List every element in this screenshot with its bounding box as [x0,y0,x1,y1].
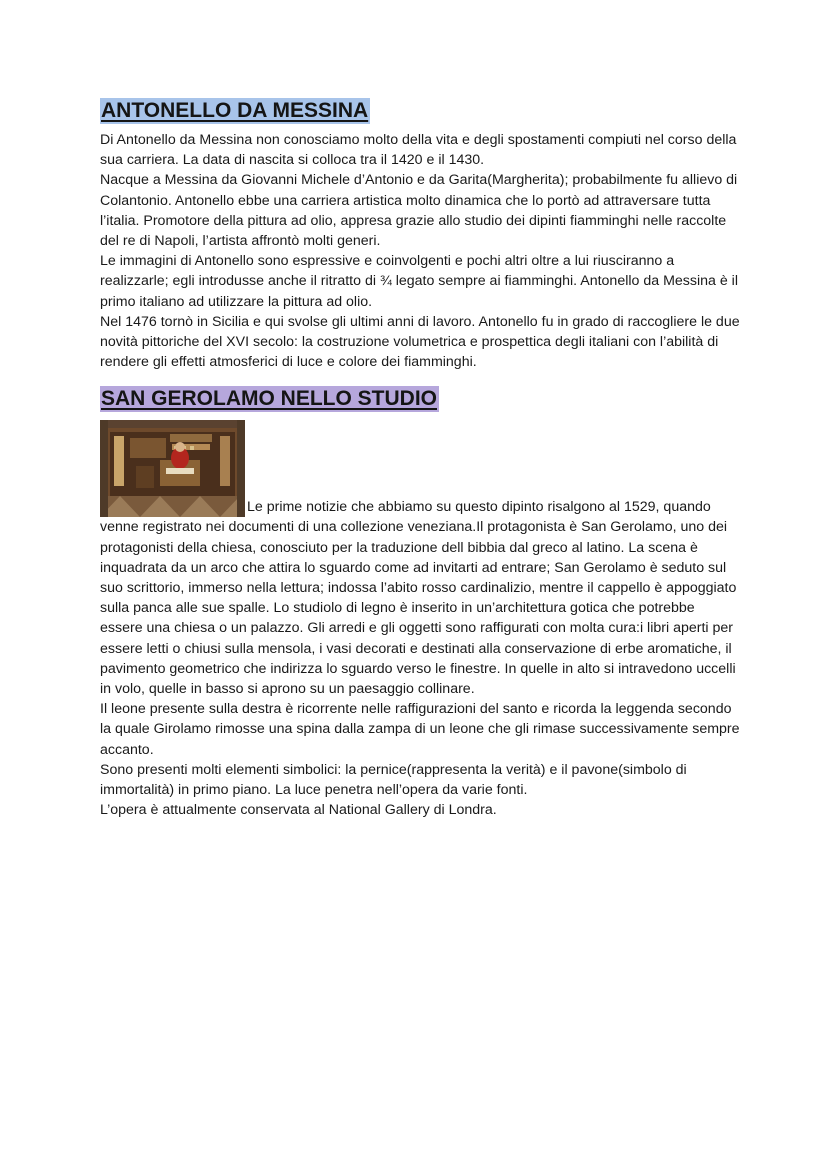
section-antonello [100,98,740,372]
section-san-gerolamo-body [100,420,740,820]
paragraph: Il leone presente sulla destra è ricorrente nelle raffigurazioni del santo e ricorda la leggenda secondo la quale Girolamo rimosse una spina dalla zampa di un leone che gli rimase successivamente sempre accanto. [100,701,740,758]
paragraph-with-image [100,420,740,699]
heading-san-gerolamo-nello-studio: SAN GEROLAMO NELLO STUDIO [101,387,437,411]
paragraph: Sono presenti molti elementi simbolici: la pernice(rappresenta la verità) e il pavone(simbolo di immortalità) in primo piano. La luce penetra nell’opera da varie fonti. [100,761,687,799]
section-san-gerolamo [100,386,740,820]
paragraph: L’opera è attualmente conservata al National Gallery di Londra. [100,802,497,819]
paragraph: Nacque a Messina da Giovanni Michele d’Antonio e da Garita(Margherita); probabilmente fu allievo di Colantonio. Antonello ebbe una carriera artistica molto dinamica che lo portò ad attraversare tutta l’italia. Promotore della pittura ad olio, appresa grazie allo studio dei dipinti fiamminghi nelle raccolte del re di Napoli, l’artista affrontò molti generi. [100,172,738,250]
paragraph: Di Antonello da Messina non conosciamo molto della vita e degli spostamenti compiuti nel corso della sua carriera. La data di nascita si colloca tra il 1420 e il 1430. [100,132,737,169]
paragraph: Nel 1476 tornò in Sicilia e qui svolse gli ultimi anni di lavoro. Antonello fu in grado di raccogliere le due novità pittoriche del XVI secolo: la costruzione volumetrica e prospettica degli italiani con l’abilità di rendere gli effetti atmosferici di luce e colore dei fiamminghi. [100,313,740,371]
section-antonello-body [100,130,740,372]
document-content [100,98,740,820]
paragraph: Le immagini di Antonello sono espressive e coinvolgenti e pochi altri oltre a lui riusciranno a realizzarle; egli introdusse anche il ritratto di ¾ legato sempre ai fiamminghi. Antonello da Messina è il primo italiano ad utilizzare la pittura ad olio. [100,253,738,310]
san-gerolamo-painting-image [100,420,245,517]
heading-antonello-da-messina: ANTONELLO DA MESSINA [101,99,369,122]
paragraph-intro-text: Le prime notizie che abbiamo su questo dipinto risalgono al 1529, quando venne registrato nei documenti di una collezione veneziana.Il protagonista è San Gerolamo, uno dei protagonisti della chiesa, conosciuto per la traduzione dell bibbia dal greco al latino. La scena è inquadrata da un arco che attira lo sguardo come ad invitarti ad entrare; San Gerolamo è seduto sul suo scrittorio, immerso nella lettura; indossa l’abito rosso cardinalizio, mentre il cappello è appoggiato sulla panca alle sue spalle. Lo studiolo di legno è inserito in un’architettura gotica che potrebbe essere una chiesa o un palazzo. Gli arredi e gli oggetti sono raffigurati con molta cura:i libri aperti per essere letti o chiusi sulla mensola, i vasi decorati e destinati alla conservazione di erbe aromatiche, il pavimento geometrico che indirizza lo sguardo verso le finestre. In quelle in alto si intravedono uccelli in volo, quelle in basso si aprono su un paesaggio collinare. [100,499,737,698]
